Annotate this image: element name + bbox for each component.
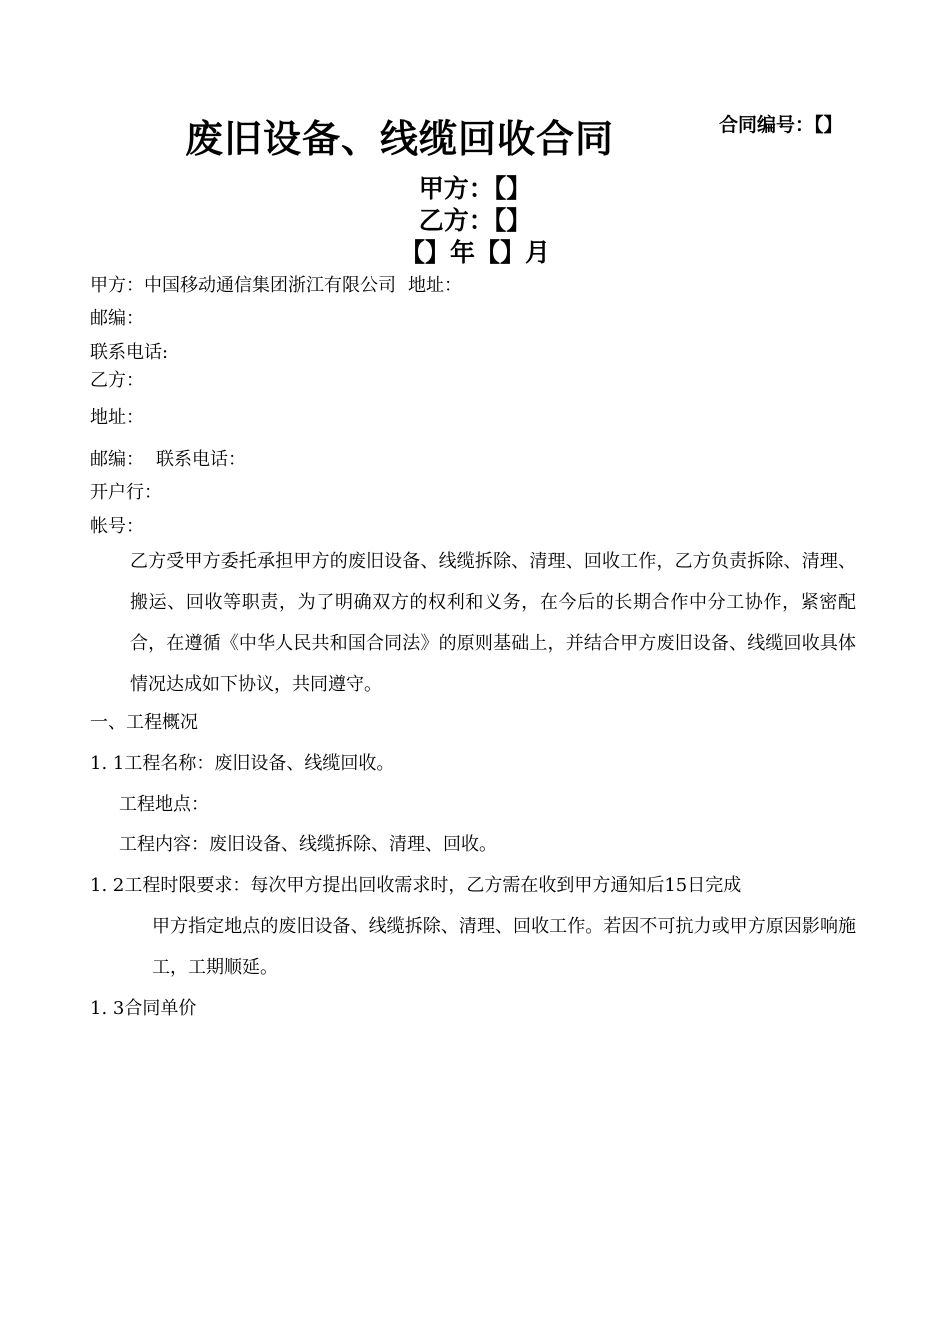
party-a-address-label: 地址：: [408, 275, 462, 296]
work-location: 工程地点：: [119, 794, 209, 815]
party-b-header: 乙方：【】: [418, 206, 532, 235]
party-b-name-label: 乙方：: [90, 370, 144, 391]
party-b-postcode-label: 邮编：: [90, 449, 144, 470]
item-1-2-first-line: 1. 2工程时限要求：每次甲方提出回收需求时，乙方需在收到甲方通知后15日完成: [90, 875, 742, 896]
section-1-heading: 一、工程概况: [90, 712, 198, 733]
item-1-1: 1. 1工程名称：废旧设备、线缆回收。: [90, 753, 395, 774]
party-b-address-label: 地址：: [90, 407, 144, 428]
preamble-paragraph: 乙方受甲方委托承担甲方的废旧设备、线缆拆除、清理、回收工作，乙方负责拆除、清理、搬运、回收等职责，为了明确双方的权利和义务，在今后的长期合作中分工协作，紧密配合，在遵循《中华人民共和国合同法》的原则基础上，并结合甲方废旧设备、线缆回收具体情况达成如下协议，共同遵守。: [130, 551, 856, 695]
contract-number: 合同编号：【】: [719, 114, 843, 136]
work-content: 工程内容：废旧设备、线缆拆除、清理、回收。: [119, 834, 497, 855]
party-b-bank-label: 开户行：: [90, 482, 162, 503]
party-a-header: 甲方：【】: [418, 174, 532, 203]
document-title: 废旧设备、线缆回收合同: [185, 117, 615, 161]
date-line: 【】年【】月: [399, 238, 550, 267]
item-1-3: 1. 3合同单价: [90, 998, 197, 1019]
party-a-postcode-label: 邮编：: [90, 308, 144, 329]
party-a-info-line: [90, 275, 462, 297]
party-a-name: 甲方：中国移动通信集团浙江有限公司: [90, 275, 396, 296]
party-b-contact-line: [90, 449, 246, 471]
party-a-phone-label: 联系电话:: [90, 342, 169, 363]
party-b-phone-label: 联系电话：: [156, 449, 246, 470]
party-b-account-label: 帐号：: [90, 516, 144, 537]
item-1-2-continuation: 甲方指定地点的废旧设备、线缆拆除、清理、回收工作。若因不可抗力或甲方原因影响施工，工期顺延。: [152, 916, 856, 978]
